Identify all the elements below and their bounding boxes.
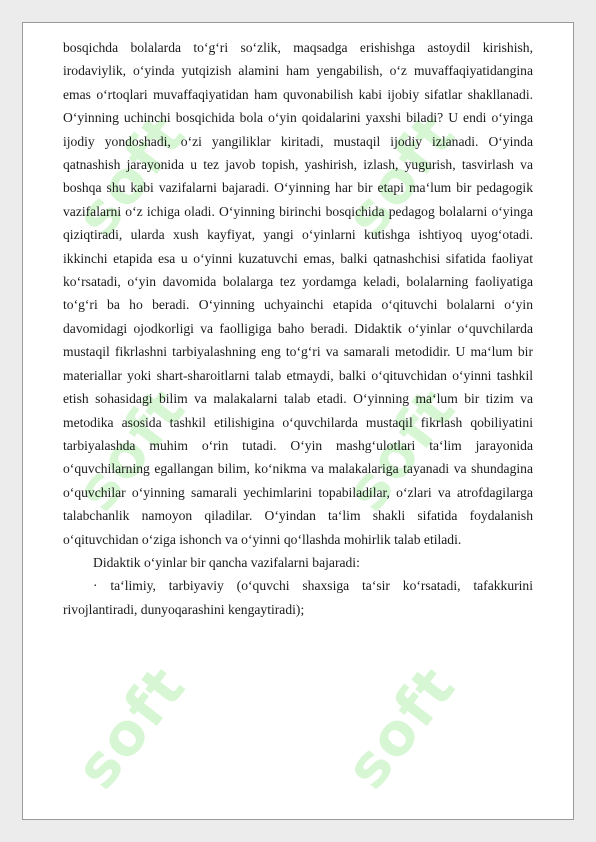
- watermark: soft: [62, 100, 200, 250]
- paragraph-continuation: bosqichda bolalarda to‘g‘ri so‘zlik, maqsadga erishishga astoydil kirishish, irodaviylik, o‘yinda yutqizish alamini ham yengabilish, o‘z muvaffaqiyatidangina emas o‘rtoqlari muvaffaqiyatidan ham quvonabilish kabi ijobiy sifatlar shakllanadi. O‘yinning uchinchi bosqichida bola o‘yin qoidalarini yaxshi biladi? U endi o‘yinga ijodiy yondoshadi, o‘zi yangiliklar kiritadi, mustaqil ijodiy izlanadi. O‘yinda qatnashish jarayonida u tez javob topish, yashirish, izlash, yugurish, tasvirlash va boshqa shu kabi vazifalarni bajaradi. O‘yinning har bir etapi ma‘lum bir pedagogik vazifalarni o‘z ichiga oladi. O‘yinning birinchi bosqichida pedagog bolalarni o‘yinga qiziqtiradi, ularda xush kayfiyat, yangi o‘yinlarni kutishga ishtiyoq uyog‘otadi. ikkinchi etapida esa u o‘yinni kuzatuvchi emas, balki qatnashchisi sifatida faoliyat ko‘rsatadi, o‘yin davomida bolalarga tez yordamga keladi, bolalarning faoliyatiga to‘g‘ri ba ho beradi. O‘yinning uchyainchi etapida o‘qituvchi bolalarni o‘yin davomidagi ojodkorligi va faolligiga baho beradi. Didaktik o‘yinlar o‘quvchilarda mustaqil fikrlashni tarbiyalashning eng to‘g‘ri va samarali metodidir. U ma‘lum bir materiallar yoki shart-sharoitlarni talab etmaydi, balki o‘qituvchidan o‘yinni tashkil etish sohasidagi bilim va malakalarni talab etadi. O‘yinning ma‘lum bir tizim va metodika asosida tashkil etilishigina o‘quvchilarda mustaqil fikrlash qobiliyatini tarbiyalashda muhim o‘rin tutadi. O‘yin mashg‘ulotlari ta‘lim jarayonida o‘quvchilarning egallangan bilim, ko‘nikma va malakalariga tayanadi va shundagina o‘quvchilar o‘yinning samarali yechimlarini topabiladilar, o‘zlari va atrofdagilarga talabchanlik namoyon qiladilar. O‘yindan ta‘lim shakli sifatida foydalanish o‘qituvchidan o‘ziga ishonch va o‘yinni qo‘llashda mohirlik talab etiladi.: [63, 40, 533, 547]
- watermark: soft: [62, 652, 200, 802]
- body-text: [63, 36, 533, 621]
- watermark: soft: [332, 100, 470, 250]
- watermark: soft: [332, 652, 470, 802]
- watermark: soft: [332, 374, 470, 524]
- bullet-item: · ta‘limiy, tarbiyaviy (o‘quvchi shaxsiga ta‘sir ko‘rsatadi, tafakkurini rivojlantiradi, dunyoqarashini kengaytiradi);: [63, 578, 533, 617]
- paragraph-functions-intro: Didaktik o‘yinlar bir qancha vazifalarni bajaradi:: [93, 554, 360, 570]
- watermark: soft: [62, 374, 200, 524]
